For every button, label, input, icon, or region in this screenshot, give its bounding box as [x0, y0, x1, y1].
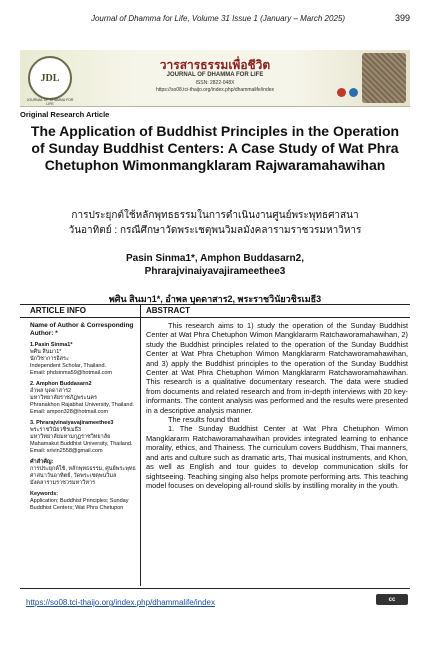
abstract-paragraph: This research aims to 1) study the operation of the Sunday Buddhist Center at Wat Phra Chetuphon Wimon Mangklararm Ratchaworamahawihan, 2) study the Buddhist principles related to the operation of the Sunday Buddhist Center at Wat Phra Chetuphon Wimon Mangklararm Ratchaworamahawihan, and 3) apply the Buddhist principles to the operation of the Sunday Buddhist Center at Wat Phra Chetuphon Wimon Mangklararm Ratchaworamahawihan. This research is a qualitative documentary research. The data were studied from documents and related research and from in-depth interviews with 20 key-informants. The content analysis was performed and the results were presented in a descriptive analysis manner. [146, 321, 408, 415]
author-thai: พระราชวินัยวชิรเมธี3 [30, 427, 82, 433]
journal-logo [28, 56, 72, 100]
article-info-heading: ARTICLE INFO [30, 306, 86, 315]
footer-link[interactable]: https://so08.tci-thaijo.org/index.php/dhammalife/index [26, 598, 215, 607]
keywords-thai-text: การประยุกต์ใช้, หลักพุทธธรรม, ศูนย์พระพุทธศาสนาวันอาทิตย์, วัดพระเชตุพนวิมลมังคลารามราชวรมหาวิหาร [30, 466, 136, 486]
keywords [30, 491, 142, 512]
thai-title-line: การประยุกต์ใช้หลักพุทธธรรมในการดำเนินงานศูนย์พระพุทธศาสนา [71, 210, 359, 221]
journal-issn: ISSN: 2822-048X [195, 80, 235, 86]
author-univ-thai: มหาวิทยาลัยมหามกุฏราชวิทยาลัย [30, 434, 111, 440]
authors-line: Phrarajvinaiyavajirameethee3 [144, 266, 286, 277]
abstract-body [146, 321, 408, 490]
abstract-paragraph: The results found that [168, 415, 240, 425]
thai-title-line: วันอาทิตย์ : กรณีศึกษาวัดพระเชตุพนวิมลมังคลารามราชวรมหาวิหาร [68, 225, 362, 236]
keywords-text: Application; Buddhist Principles; Sunday Buddhist Centers; Wat Phra Chetupon [30, 498, 129, 511]
author-thai: อำพล บุดดาสาร2 [30, 388, 72, 394]
author-label: 3. Phrarajvinaiyavajirameethee3 [30, 420, 114, 426]
author-thai: พศิน สินมา1* [30, 349, 62, 355]
keywords-thai-heading: คำสำคัญ: [30, 459, 54, 465]
top-rule [20, 304, 410, 305]
article-type: Original Research Article [20, 110, 110, 119]
author-email[interactable]: Email: ampon328@hotmail.com [30, 409, 109, 415]
abstract-heading: ABSTRACT [146, 306, 190, 315]
bottom-rule [20, 588, 410, 589]
authors-thai: พศิน สินมา1*, อำพล บุดดาสาร2, พระราชวินัยวชิรเมธี3 [108, 294, 322, 304]
heading-rule [20, 317, 410, 318]
author-role-thai: นักวิชาการอิสระ [30, 356, 69, 362]
logo-text: JDL [40, 72, 60, 84]
author-affiliation: Phranakhon Rajabhat University, Thailand. [30, 402, 135, 408]
authors-line: Pasin Sinma1*, Amphon Buddasarn2, [125, 253, 304, 264]
journal-thai-name: วารสารธรรมเพื่อชีวิต [159, 58, 271, 72]
authors [30, 252, 400, 278]
thai-title [20, 208, 410, 238]
article-title: The Application of Buddhist Principles in the Operation of Sunday Buddhist Centers: A Case Study of Wat Phra Chetuphon Wimonmangklaram Rajwaramahawihan [30, 123, 400, 173]
author-block-2 [30, 381, 142, 416]
author-univ-thai: มหาวิทยาลัยราชภัฏพระนคร [30, 395, 97, 401]
journal-banner [20, 50, 410, 107]
running-head: Journal of Dhamma for Life, Volume 31 Issue 1 (January – March 2025) [90, 14, 346, 23]
author-heading: Name of Author & Corresponding Author: * [30, 322, 134, 337]
author-email[interactable]: Email: srivin2558@gmail.com [30, 448, 103, 454]
author-block-3 [30, 420, 142, 455]
author-email[interactable]: Email: phdsinma59@hotmail.com [30, 370, 113, 376]
page-number: 399 [394, 13, 410, 23]
author-block-1 [30, 342, 142, 377]
license-badge-text: cc [388, 596, 396, 603]
author-affiliation: Mahamakut Buddhist University, Thailand. [30, 441, 133, 447]
logo-caption: JOURNAL OF DHAMMA FOR LIFE [26, 98, 74, 106]
author-label: 1.Pasin Sinma1* [30, 342, 73, 348]
author-affiliation: Independent Scholar, Thailand. [30, 363, 107, 369]
badge-icon [337, 88, 346, 97]
abstract-paragraph: 1. The Sunday Buddhist Center at Wat Phra Chetuphon Wimon Mangklararm Ratchaworamahawihan provides integrated learning to enhance morality, ethics, and Thainess. The curriculum covers Buddhism, Thai manners, and arts and culture such as dramatic arts, Thai musical instruments, and Khon, as well as English and tour guides to develop communication skills for sightseeing. Teaching singing also helps promote performing arts. This teaching model focuses on developing all-round skills by instilling morality in the youth. [146, 424, 408, 490]
badge-icon [349, 88, 358, 97]
carving-image [362, 53, 406, 103]
article-info [30, 322, 142, 516]
index-badges [337, 88, 358, 97]
keywords-heading: Keywords: [30, 491, 59, 497]
journal-url[interactable]: https://so08.tci-thaijo.org/index.php/dhammalife/index [155, 87, 275, 93]
license-badge-icon [376, 594, 408, 605]
journal-english-name: JOURNAL OF DHAMMA FOR LIFE [166, 72, 264, 78]
author-label: 2. Amphon Buddasarn2 [30, 381, 92, 387]
keywords-thai [30, 459, 142, 487]
